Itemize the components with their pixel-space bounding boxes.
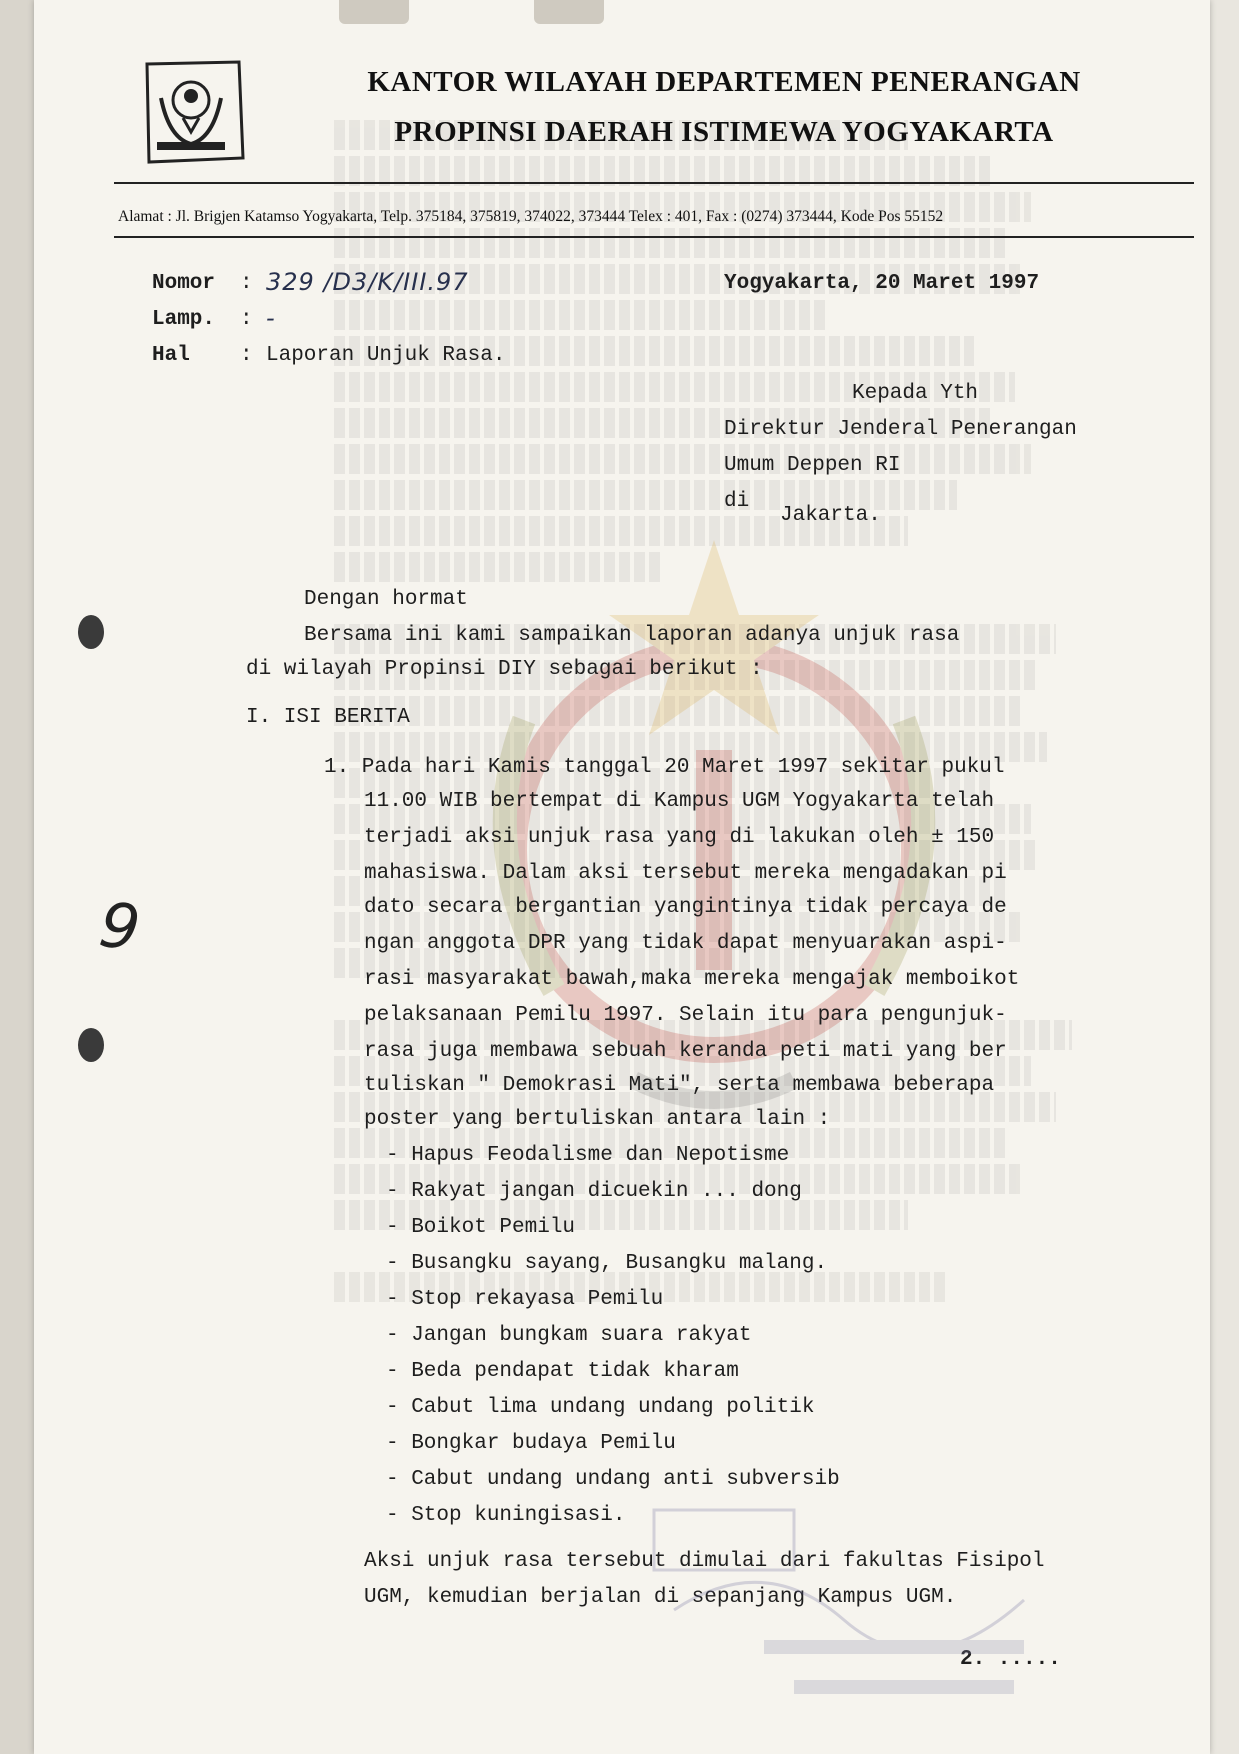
paragraph-line: ngan anggota DPR yang tidak dapat menyuarakan aspi- [364,932,1007,955]
faded-signature-stamp-icon [644,1490,1064,1740]
colon: : [240,344,253,367]
poster-item: - Jangan bungkam suara rakyat [386,1324,752,1347]
intro-line: di wilayah Propinsi DIY sebagai berikut : [246,658,763,681]
punch-hole [78,615,104,649]
recipient-di: di [724,490,750,513]
closing-line: UGM, kemudian berjalan di sepanjang Kampus UGM. [364,1586,957,1609]
punch-hole [78,1028,104,1062]
department-logo-icon [139,58,251,168]
colon: : [240,308,253,331]
lamp-value: - [266,304,276,332]
paragraph-line: terjadi aksi unjuk rasa yang di lakukan oleh ± 150 [364,826,995,849]
letterhead-rule [114,182,1194,184]
poster-item: - Rakyat jangan dicuekin ... dong [386,1180,802,1203]
colon: : [240,272,253,295]
letterhead-subtitle: PROPINSI DAERAH ISTIMEWA YOGYAKARTA [394,116,1054,148]
handwritten-margin-note: 9 [95,887,145,966]
poster-item: - Cabut undang undang anti subversib [386,1468,840,1491]
nomor-value: 329 /D3/K/III.97 [266,268,469,296]
letterhead-rule [114,236,1194,238]
paragraph-line: 11.00 WIB bertempat di Kampus UGM Yogyakarta telah [364,790,995,813]
nomor-label: Nomor [152,272,216,295]
poster-item: - Hapus Feodalisme dan Nepotisme [386,1144,790,1167]
binder-clip [339,0,409,24]
poster-item: - Stop kuningisasi. [386,1504,626,1527]
paragraph-line: 1. Pada hari Kamis tanggal 20 Maret 1997 sekitar pukul [324,756,1005,779]
poster-item: - Bongkar budaya Pemilu [386,1432,676,1455]
poster-item: - Stop rekayasa Pemilu [386,1288,664,1311]
hal-value: Laporan Unjuk Rasa. [266,344,506,367]
recipient-greeting: Kepada Yth [852,382,979,405]
salutation: Dengan hormat [304,588,468,611]
lamp-label: Lamp. [152,308,216,331]
letterhead-address: Alamat : Jl. Brigjen Katamso Yogyakarta, Telp. 375184, 375819, 374022, 373444 Telex : 401, Fax : (0274) 373444, Kode Pos 55152 [118,208,944,225]
paragraph-line: dato secara bergantian yangintinya tidak percaya de [364,896,1007,919]
hal-label: Hal [152,344,190,367]
document-page [34,0,1210,1754]
next-page-marker: 2. ..... [960,1648,1061,1671]
recipient-city: Jakarta. [780,504,881,527]
paragraph-line: mahasiswa. Dalam aksi tersebut mereka mengadakan pi [364,862,1007,885]
section-heading: I. ISI BERITA [246,706,410,729]
poster-item: - Cabut lima undang undang politik [386,1396,815,1419]
intro-line: Bersama ini kami sampaikan laporan adanya unjuk rasa [304,624,960,647]
poster-item: - Busangku sayang, Busangku malang. [386,1252,828,1275]
letterhead-title: KANTOR WILAYAH DEPARTEMEN PENERANGAN [367,66,1081,98]
paragraph-line: tuliskan " Demokrasi Mati", serta membawa beberapa [364,1074,995,1097]
recipient-org: Umum Deppen RI [724,454,901,477]
paragraph-line: rasa juga membawa sebuah keranda peti mati yang ber [364,1040,1007,1063]
poster-item: - Beda pendapat tidak kharam [386,1360,739,1383]
recipient-name: Direktur Jenderal Penerangan [724,418,1077,441]
paragraph-line: poster yang bertuliskan antara lain : [364,1108,831,1131]
paragraph-line: pelaksanaan Pemilu 1997. Selain itu para pengunjuk- [364,1004,1007,1027]
place-date: Yogyakarta, 20 Maret 1997 [724,272,1040,295]
binder-clip [534,0,604,24]
closing-line: Aksi unjuk rasa tersebut dimulai dari fakultas Fisipol [364,1550,1045,1573]
paragraph-line: rasi masyarakat bawah,maka mereka mengajak memboikot [364,968,1020,991]
poster-item: - Boikot Pemilu [386,1216,576,1239]
scan-edge [0,0,34,1754]
